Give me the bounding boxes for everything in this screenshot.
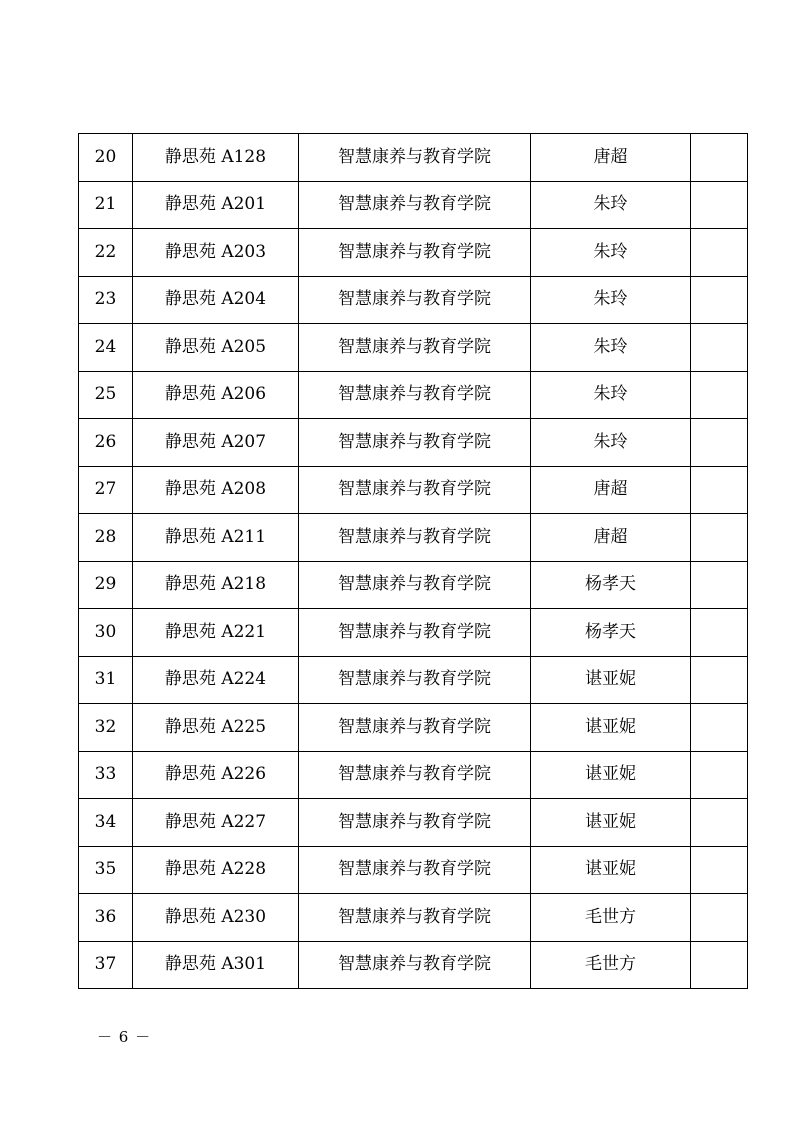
- row-index-cell: 22: [79, 229, 133, 277]
- contact-cell: 朱玲: [531, 181, 691, 229]
- room-cell: 静思苑 A225: [133, 704, 299, 752]
- college-cell: 智慧康养与教育学院: [299, 656, 531, 704]
- college-cell: 智慧康养与教育学院: [299, 419, 531, 467]
- table-row: [79, 181, 748, 229]
- row-index-cell: 23: [79, 276, 133, 324]
- room-cell: 静思苑 A207: [133, 419, 299, 467]
- contact-cell: 朱玲: [531, 276, 691, 324]
- table-row: [79, 276, 748, 324]
- note-cell: [691, 846, 748, 894]
- college-cell: 智慧康养与教育学院: [299, 466, 531, 514]
- contact-cell: 杨孝天: [531, 609, 691, 657]
- contact-cell: 谌亚妮: [531, 799, 691, 847]
- row-index-cell: 27: [79, 466, 133, 514]
- row-index-cell: 29: [79, 561, 133, 609]
- contact-cell: 朱玲: [531, 229, 691, 277]
- table-row: [79, 751, 748, 799]
- college-cell: 智慧康养与教育学院: [299, 609, 531, 657]
- row-index-cell: 32: [79, 704, 133, 752]
- table-row: [79, 941, 748, 989]
- room-cell: 静思苑 A224: [133, 656, 299, 704]
- contact-cell: 杨孝天: [531, 561, 691, 609]
- college-cell: 智慧康养与教育学院: [299, 371, 531, 419]
- contact-cell: 毛世方: [531, 894, 691, 942]
- room-cell: 静思苑 A206: [133, 371, 299, 419]
- row-index-cell: 25: [79, 371, 133, 419]
- note-cell: [691, 466, 748, 514]
- note-cell: [691, 419, 748, 467]
- room-cell: 静思苑 A227: [133, 799, 299, 847]
- room-cell: 静思苑 A226: [133, 751, 299, 799]
- row-index-cell: 34: [79, 799, 133, 847]
- table-row: [79, 894, 748, 942]
- note-cell: [691, 561, 748, 609]
- contact-cell: 唐超: [531, 514, 691, 562]
- college-cell: 智慧康养与教育学院: [299, 704, 531, 752]
- room-cell: 静思苑 A203: [133, 229, 299, 277]
- contact-cell: 唐超: [531, 466, 691, 514]
- note-cell: [691, 704, 748, 752]
- row-index-cell: 37: [79, 941, 133, 989]
- room-cell: 静思苑 A204: [133, 276, 299, 324]
- row-index-cell: 21: [79, 181, 133, 229]
- room-cell: 静思苑 A221: [133, 609, 299, 657]
- note-cell: [691, 751, 748, 799]
- room-cell: 静思苑 A211: [133, 514, 299, 562]
- contact-cell: 谌亚妮: [531, 704, 691, 752]
- room-cell: 静思苑 A228: [133, 846, 299, 894]
- college-cell: 智慧康养与教育学院: [299, 514, 531, 562]
- table-row: [79, 799, 748, 847]
- college-cell: 智慧康养与教育学院: [299, 894, 531, 942]
- contact-cell: 唐超: [531, 134, 691, 182]
- note-cell: [691, 371, 748, 419]
- contact-cell: 朱玲: [531, 324, 691, 372]
- table-row: [79, 324, 748, 372]
- note-cell: [691, 134, 748, 182]
- note-cell: [691, 609, 748, 657]
- row-index-cell: 35: [79, 846, 133, 894]
- note-cell: [691, 181, 748, 229]
- table-row: [79, 419, 748, 467]
- row-index-cell: 31: [79, 656, 133, 704]
- college-cell: 智慧康养与教育学院: [299, 181, 531, 229]
- college-cell: 智慧康养与教育学院: [299, 941, 531, 989]
- row-index-cell: 36: [79, 894, 133, 942]
- note-cell: [691, 276, 748, 324]
- contact-cell: 朱玲: [531, 371, 691, 419]
- college-cell: 智慧康养与教育学院: [299, 134, 531, 182]
- dormitory-table: [78, 133, 748, 989]
- table-row: [79, 561, 748, 609]
- college-cell: 智慧康养与教育学院: [299, 799, 531, 847]
- room-cell: 静思苑 A301: [133, 941, 299, 989]
- college-cell: 智慧康养与教育学院: [299, 276, 531, 324]
- row-index-cell: 30: [79, 609, 133, 657]
- note-cell: [691, 941, 748, 989]
- note-cell: [691, 656, 748, 704]
- contact-cell: 谌亚妮: [531, 656, 691, 704]
- table-row: [79, 514, 748, 562]
- room-cell: 静思苑 A208: [133, 466, 299, 514]
- room-cell: 静思苑 A201: [133, 181, 299, 229]
- row-index-cell: 33: [79, 751, 133, 799]
- college-cell: 智慧康养与教育学院: [299, 846, 531, 894]
- note-cell: [691, 799, 748, 847]
- note-cell: [691, 229, 748, 277]
- table-row: [79, 656, 748, 704]
- table-row: [79, 134, 748, 182]
- note-cell: [691, 894, 748, 942]
- contact-cell: 朱玲: [531, 419, 691, 467]
- table-row: [79, 704, 748, 752]
- note-cell: [691, 324, 748, 372]
- row-index-cell: 26: [79, 419, 133, 467]
- contact-cell: 毛世方: [531, 941, 691, 989]
- college-cell: 智慧康养与教育学院: [299, 324, 531, 372]
- college-cell: 智慧康养与教育学院: [299, 751, 531, 799]
- row-index-cell: 24: [79, 324, 133, 372]
- row-index-cell: 28: [79, 514, 133, 562]
- note-cell: [691, 514, 748, 562]
- college-cell: 智慧康养与教育学院: [299, 229, 531, 277]
- table-row: [79, 846, 748, 894]
- table-row: [79, 371, 748, 419]
- table-row: [79, 229, 748, 277]
- room-cell: 静思苑 A128: [133, 134, 299, 182]
- room-cell: 静思苑 A218: [133, 561, 299, 609]
- page-number: － 6 －: [97, 1028, 152, 1046]
- room-cell: 静思苑 A205: [133, 324, 299, 372]
- table-row: [79, 609, 748, 657]
- college-cell: 智慧康养与教育学院: [299, 561, 531, 609]
- table-body: [79, 134, 748, 989]
- contact-cell: 谌亚妮: [531, 751, 691, 799]
- room-cell: 静思苑 A230: [133, 894, 299, 942]
- row-index-cell: 20: [79, 134, 133, 182]
- table-row: [79, 466, 748, 514]
- contact-cell: 谌亚妮: [531, 846, 691, 894]
